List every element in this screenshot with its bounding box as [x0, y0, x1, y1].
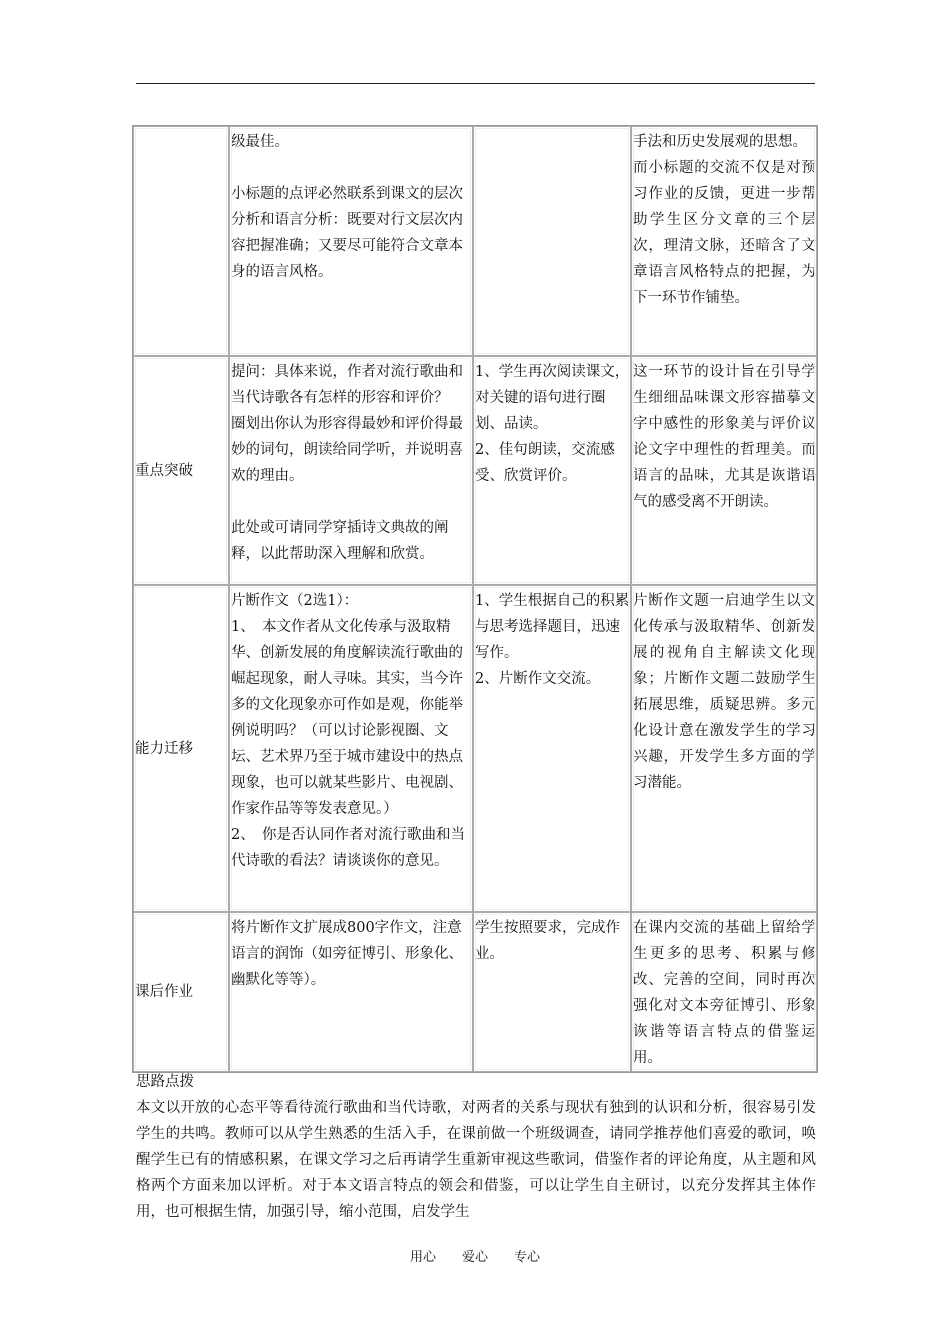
row-label: 重点突破 [133, 356, 229, 585]
cell-paragraph: 此处或可请同学穿插诗文典故的阐释，以此帮助深入理解和欣赏。 [231, 520, 449, 562]
cell-paragraph: 级最佳。 [231, 134, 289, 150]
row-label [133, 126, 229, 356]
cell-paragraph: 将片断作文扩展成800字作文，注意语言的润饰（如旁征博引、形象化、幽默化等等）。 [231, 920, 463, 988]
table-row [133, 585, 817, 912]
cell-paragraph: 这一环节的设计旨在引导学生细细品味课文形容描摹文字中感性的形象美与评价议论文字中理性的哲理美。而语言的品味，尤其是诙谐语气的感受离不开朗读。 [633, 364, 816, 510]
cell-content [229, 126, 473, 356]
row-label: 课后作业 [133, 912, 229, 1072]
cell-activity [473, 126, 631, 356]
header-rule [136, 83, 815, 84]
cell-paragraph: 而小标题的交流不仅是对预习作业的反馈，更进一步帮助学生区分文章的三个层次，理清文脉，还暗含了文章语言风格特点的把握，为下一环节作铺垫。 [633, 160, 816, 306]
cell-content [229, 356, 473, 585]
cell-paragraph: 2、 你是否认同作者对流行歌曲和当代诗歌的看法？请谈谈你的意见。 [231, 827, 465, 869]
cell-content [229, 585, 473, 912]
section-body: 本文以开放的心态平等看待流行歌曲和当代诗歌，对两者的关系与现状有独到的认识和分析，很容易引发学生的共鸣。教师可以从学生熟悉的生活入手，在课前做一个班级调查，请同学推荐他们喜爱的歌词，唤醒学生已有的情感积累，在课文学习之后再请学生重新审视这些歌词，借鉴作者的评论角度，从主题和风格两个方面来加以评析。对于本文语言特点的领会和借鉴，可以让学生自主研讨，以充分发挥其主体作用，也可根据生情，加强引导，缩小范围，启发学生 [136, 1100, 816, 1220]
row-label: 能力迁移 [133, 585, 229, 912]
table-row [133, 126, 817, 356]
table-row [133, 356, 817, 585]
cell-content [229, 912, 473, 1072]
cell-paragraph: 在课内交流的基础上留给学生更多的思考、积累与修改、完善的空间，同时再次强化对文本旁征博引、形象诙谐等语言特点的借鉴运用。 [633, 920, 816, 1066]
cell-paragraph: 手法和历史发展观的思想。 [633, 134, 807, 150]
cell-paragraph: 提问：具体来说，作者对流行歌曲和当代诗歌各有怎样的形容和评价？ [231, 364, 463, 406]
cell-paragraph [231, 155, 472, 181]
cell-paragraph: 1、 本文作者从文化传承与汲取精华、创新发展的角度解读流行歌曲的崛起现象，耐人寻味。其实，当今许多的文化现象亦可作如是观，你能举例说明吗？（可以讨论影视圈、文坛、艺术界乃至于城市建设中的热点现象，也可以就某些影片、电视剧、作家作品等等发表意见。） [231, 619, 463, 817]
cell-paragraph: 2、佳句朗读，交流感受、欣赏评价。 [475, 442, 615, 484]
cell-design [631, 585, 817, 912]
cell-activity [473, 356, 631, 585]
cell-paragraph: 1、学生根据自己的积累与思考选择题目，迅速写作。 [475, 593, 630, 661]
cell-paragraph: 2、片断作文交流。 [475, 671, 601, 687]
cell-paragraph: 片断作文题一启迪学生以文化传承与汲取精华、创新发展的视角自主解读文化现象；片断作文题二鼓励学生拓展思维，质疑思辨。多元化设计意在激发学生的学习兴趣，开发学生多方面的学习潜能。 [633, 593, 816, 791]
approach-section [136, 1069, 816, 1225]
page-footer: 用心 爱心 专心 [409, 1250, 540, 1265]
table-row [133, 912, 817, 1072]
section-heading: 思路点拨 [136, 1074, 194, 1090]
cell-paragraph: 片断作文（2选1）： [231, 593, 359, 609]
cell-paragraph [231, 489, 472, 515]
cell-activity [473, 912, 631, 1072]
cell-activity [473, 585, 631, 912]
cell-design [631, 356, 817, 585]
cell-paragraph: 学生按照要求，完成作业。 [475, 920, 620, 962]
lesson-plan-table [132, 125, 818, 1073]
cell-paragraph: 圈划出你认为形容得最妙和评价得最妙的词句，朗读给同学听，并说明喜欢的理由。 [231, 416, 463, 484]
cell-design [631, 126, 817, 356]
cell-paragraph: 小标题的点评必然联系到课文的层次分析和语言分析：既要对行文层次内容把握准确；又要尽可能符合文章本身的语言风格。 [231, 186, 463, 280]
cell-paragraph: 1、学生再次阅读课文，对关键的语句进行圈划、品读。 [475, 364, 630, 432]
cell-design [631, 912, 817, 1072]
